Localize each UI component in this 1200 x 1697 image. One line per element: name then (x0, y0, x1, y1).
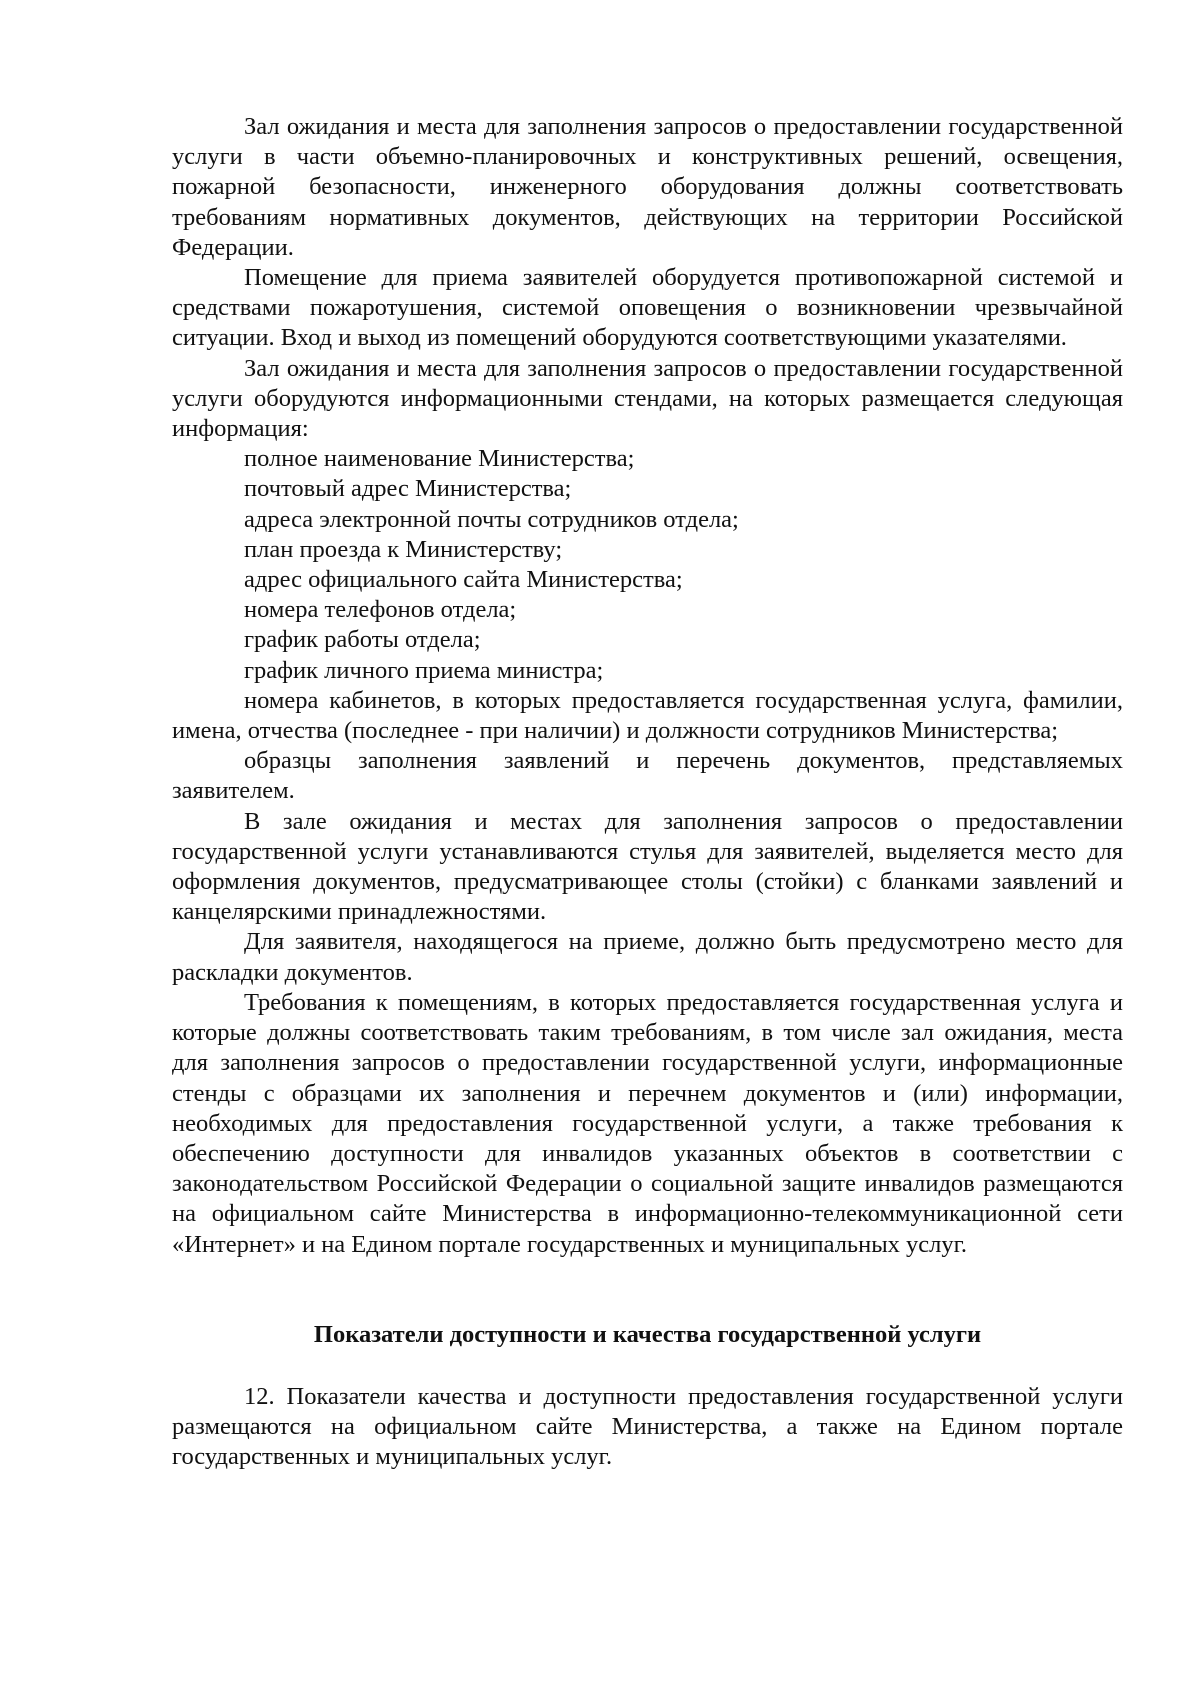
list-item: номера телефонов отдела; (244, 596, 517, 624)
list-item: график личного приема министра; (244, 656, 604, 684)
paragraph-waiting-hall-requirements: Зал ожидания и места для заполнения запросов о предоставлении государственной услуги в части объемно-планировочных и конструктивных решений, освещения, пожарной безопасности, инженерного оборудования должны соответствовать требованиям нормативных документов, действующих на территории Российской Федерации. (172, 113, 1123, 261)
paragraph-info-stands: Зал ожидания и места для заполнения запросов о предоставлении государственной услуги оборудуются информационными стендами, на которых размещается следующая информация: (172, 354, 1123, 443)
list-item: план проезда к Министерству; (244, 535, 563, 563)
list-item: номера кабинетов, в которых предоставляется государственная услуга, фамилии, имена, отчества (последнее - при наличии) и должности сотрудников Министерства; (172, 686, 1123, 745)
section-heading: Показатели доступности и качества государственной услуги (313, 1320, 982, 1348)
list-item: адрес официального сайта Министерства; (244, 566, 683, 594)
paragraph-quality-indicators: 12. Показатели качества и доступности предоставления государственной услуги размещаются на официальном сайте Министерства, а также на Едином портале государственных и муниципальных услуг. (172, 1382, 1123, 1471)
document-page (172, 112, 1123, 1473)
paragraph-chairs-tables: В зале ожидания и местах для заполнения запросов о предоставлении государственной услуги устанавливаются стулья для заявителей, выделяется место для оформления документов, предусматривающее столы (стойки) с бланками заявлений и канцелярскими принадлежностями. (172, 807, 1123, 926)
list-item: адреса электронной почты сотрудников отдела; (244, 505, 739, 533)
paragraph-premises-requirements: Требования к помещениям, в которых предоставляется государственная услуга и которые должны соответствовать таким требованиям, в том числе зал ожидания, места для заполнения запросов о предоставлении государственной услуги, информационные стенды с образцами их заполнения и перечнем документов и (или) информации, необходимых для предоставления государственной услуги, а также требования к обеспечению доступности для инвалидов указанных объектов в соответствии с законодательством Российской Федерации о социальной защите инвалидов размещаются на официальном сайте Министерства в информационно-телекоммуникационной сети «Интернет» и на Едином портале государственных и муниципальных услуг. (172, 988, 1123, 1258)
list-item: полное наименование Министерства; (244, 445, 635, 473)
list-item: образцы заполнения заявлений и перечень документов, представляемых заявителем. (172, 747, 1123, 805)
list-item: график работы отдела; (244, 626, 481, 654)
list-item: почтовый адрес Министерства; (244, 475, 572, 503)
info-list (172, 444, 1123, 806)
paragraph-document-space: Для заявителя, находящегося на приеме, должно быть предусмотрено место для раскладки документов. (172, 928, 1123, 986)
paragraph-fire-safety: Помещение для приема заявителей оборудуется противопожарной системой и средствами пожаротушения, системой оповещения о возникновении чрезвычайной ситуации. Вход и выход из помещений оборудуются соответствующими указателями. (172, 264, 1123, 352)
